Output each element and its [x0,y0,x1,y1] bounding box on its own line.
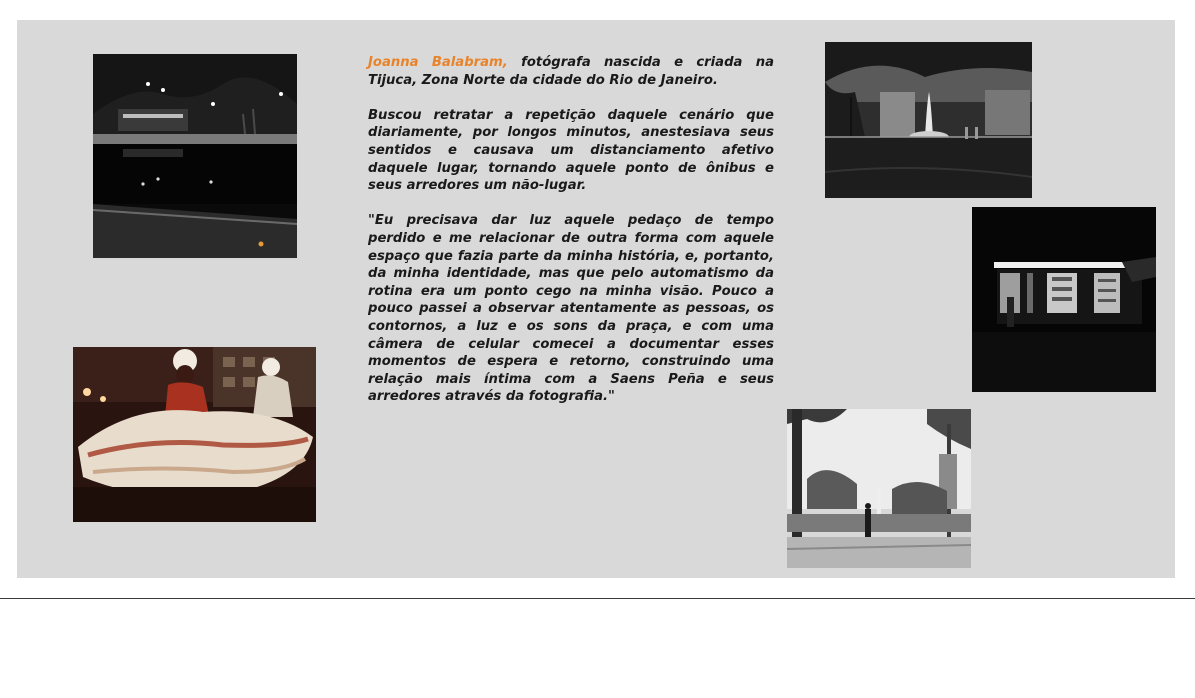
photo-plaza-person [787,409,971,568]
description-paragraph: Buscou retratar a repetição daquele cenário que diariamente, por longos minutos, anestesiava seus sentidos e causava um distanciamento afetivo daquele lugar, tornando aquele ponto de ônibus e seus arredores um não-lugar. [368,107,774,194]
quote-paragraph: "Eu precisava dar luz aquele pedaço de tempo perdido e me relacionar de outra forma com aquele espaço que fazia parte da minha história, e, portanto, da minha identidade, mas que pelo automatismo da rotina era um ponto cego na minha visão. Pouco a pouco passei a observar atentamente as pessoas, os contornos, a luz e os sons da praça, e com uma câmera de celular comecei a documentar esses momentos de espera e retorno, construindo uma relação mais íntima com a Saens Peña e seus arredores através da fotografia." [368,213,774,405]
article-text [368,54,774,423]
photo-newsstand-night [972,207,1156,392]
photo-fountain-park [825,42,1032,198]
photo-dancer-motion [73,347,316,522]
photo-night-square-pond [93,54,297,258]
intro-text: fotógrafa nascida e criada na Tijuca, Zona Norte da cidade do Rio de Janeiro. [368,55,774,88]
horizontal-divider [0,598,1195,599]
intro-paragraph [368,54,774,89]
photographer-name: Joanna Balabram, [368,55,508,70]
